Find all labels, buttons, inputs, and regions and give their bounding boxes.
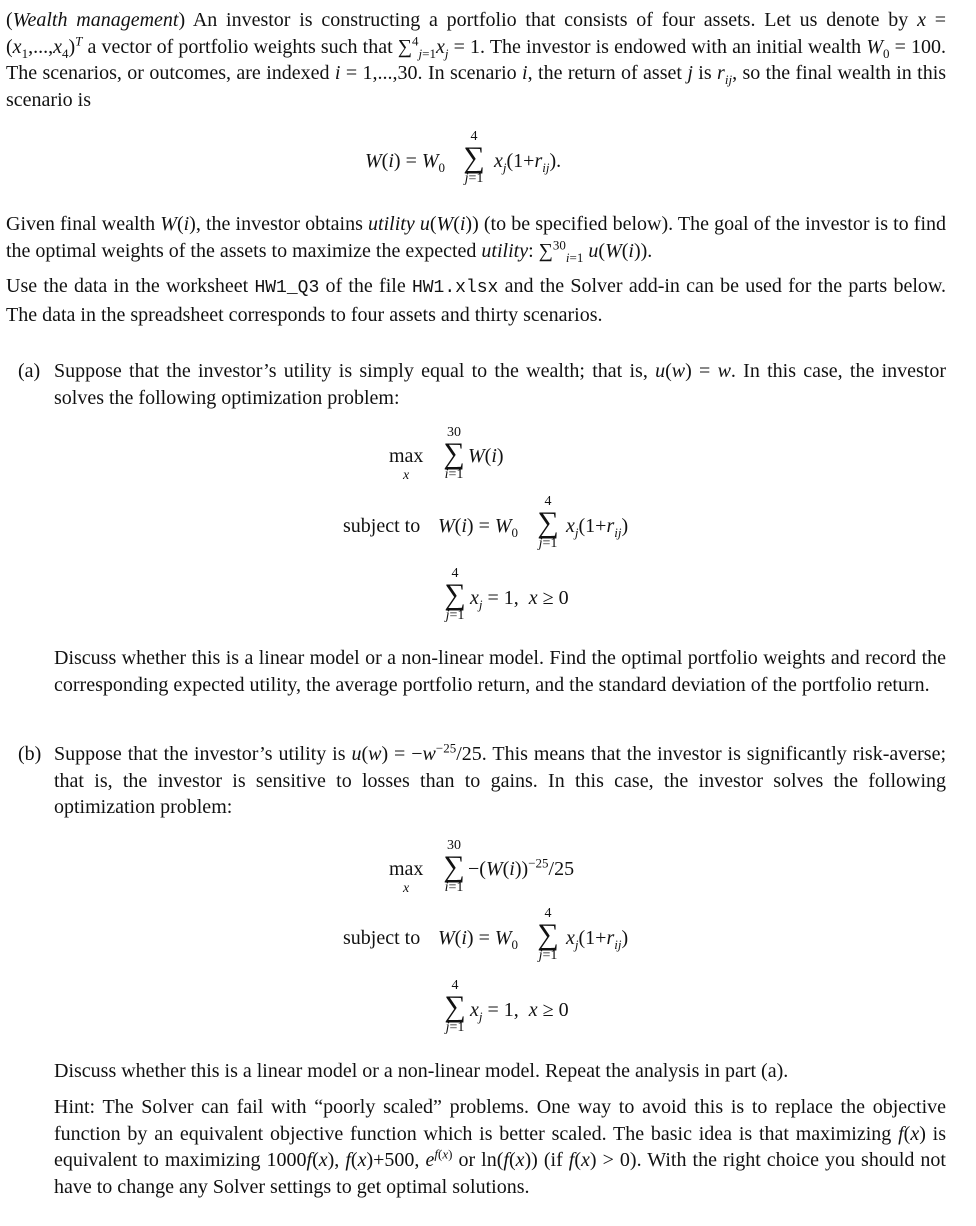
part-a-max: max bbox=[389, 445, 424, 467]
intro-paragraph: (Wealth management) An investor is constructing a portfolio that consists of four assets. Let us denote by $x = (x_1,...,x_4)^T$ a vector of portfolio weights such that $\sum^4_{j=1}x_j = 1$. The investor is endowed with an initial wealth $W_0 = 100$. The scenarios, or outcomes, are indexed i = 1,...,30. In scenario i, the return of asset j is $r_{ij}$, so the final wealth in this scenario is bbox=[6, 9, 947, 111]
worksheet-name: HW1_Q3 bbox=[254, 278, 320, 298]
part-a-marker: (a) bbox=[18, 360, 41, 382]
part-b-subject-to: subject to bbox=[343, 927, 421, 949]
sum-symbol: 4 ∑ j=1 bbox=[463, 129, 485, 186]
part-b-discussion: Discuss whether this is a linear model or a non-linear model. Repeat the analysis in part (a). bbox=[54, 1060, 789, 1082]
hint-paragraph: Hint: The Solver can fail with “poorly scaled” problems. One way to avoid this is to replace the objective function by an equivalent objective function which is better scaled. The basic idea is that maximizing f(x) is equivalent to maximizing 1000f(x), f(x)+500, $e^{f(x)}$ or ln(f(x)) (if f(x) > 0). With the right choice you should not have to change any Solver settings to get optimal solutions. bbox=[54, 1096, 947, 1198]
part-b-marker: (b) bbox=[18, 743, 42, 765]
part-a-intro: Suppose that the investor’s utility is simply equal to the wealth; that is, u(w) = w. In this case, the investor solves the following optimization problem: bbox=[54, 360, 947, 409]
part-a-subject-to: subject to bbox=[343, 515, 421, 537]
part-b-max: max bbox=[389, 858, 424, 880]
wealth-equation: $W(i) = W_0$ bbox=[365, 150, 446, 175]
file-name: HW1.xlsx bbox=[411, 278, 499, 298]
goal-paragraph: Given final wealth W(i), the investor obtains utility u(W(i)) (to be specified below). The goal of the investor is to find the optimal weights of the assets to maximize the expected utility: ∑$^{30}_{i=1}$ u(W(i)). bbox=[6, 213, 947, 265]
part-b-intro: Suppose that the investor’s utility is $u(w) = -w^{-25}/25$. This means that the investor is significantly risk-averse; that is, the investor is sensitive to losses than to gains. In this case, the investor solves the following optimization problem: bbox=[54, 740, 947, 818]
part-a-discussion: Discuss whether this is a linear model or a non-linear model. Find the optimal portfolio weights and record the corresponding expected utility, the average portfolio return, and the standard deviation of the portfolio return. bbox=[54, 647, 946, 696]
data-paragraph: Use the data in the worksheet HW1_Q3 of the file HW1.xlsx and the Solver add-in can be used for the parts below. The data in the spreadsheet corresponds to four assets and thirty scenarios. bbox=[6, 275, 947, 326]
intro-heading: Wealth management bbox=[12, 9, 179, 31]
